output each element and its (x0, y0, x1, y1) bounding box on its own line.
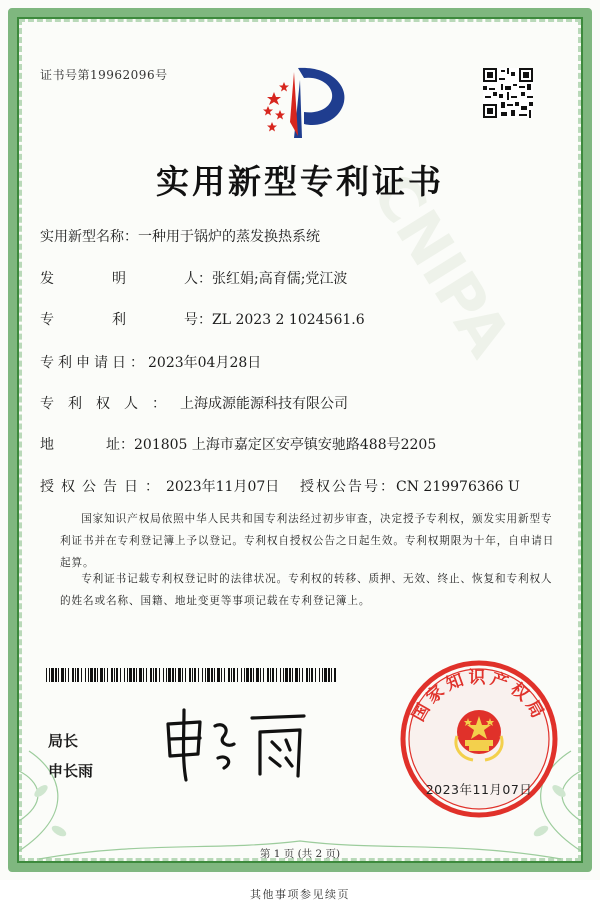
seal-text: 国家知识产权局 (408, 668, 550, 725)
field-value: 2023年11月07日 (166, 479, 280, 495)
field-value: ZL 2023 2 1024561.6 (212, 312, 365, 328)
field-label: 人： (184, 271, 212, 287)
seal-date: 2023年11月07日 (425, 782, 533, 797)
field-label: 实用新型名称： (40, 229, 138, 245)
barcode-icon (46, 668, 336, 682)
field-patent-number (40, 309, 365, 329)
field-value: 上海成源能源科技有限公司 (180, 396, 348, 412)
footer-note: 其他事项参见续页 (250, 888, 350, 901)
field-label: 授权公告日： (40, 479, 166, 495)
field-value: 2023年04月28日 (148, 355, 262, 371)
field-application-date (40, 352, 261, 372)
field-value: CN 219976366 U (396, 479, 520, 495)
field-label: 发 (40, 271, 112, 287)
field-label: 地 (40, 437, 54, 453)
cnipa-logo-icon (258, 62, 350, 142)
field-label: 专利权人： (40, 396, 180, 412)
field-value: 201805 上海市嘉定区安亭镇安驰路488号2205 (134, 437, 437, 453)
field-address (40, 434, 436, 454)
certificate-number: 证书号第19962096号 (40, 68, 168, 82)
field-label: 专 (40, 312, 112, 328)
field-utility-model-name (40, 226, 320, 246)
field-label: 号： (184, 312, 212, 328)
qr-code-icon[interactable] (483, 68, 533, 118)
field-label: 授权公告号： (300, 479, 396, 495)
legal-paragraph-1: 国家知识产权局依照中华人民共和国专利法经过初步审查，决定授予专利权，颁发实用新型专利证书并在专利登记簿上予以登记。专利权自授权公告之日起生效。专利权期限为十年，自申请日起算。 (60, 513, 555, 569)
field-label: 址： (106, 437, 134, 453)
field-label: 专利申请日： (40, 355, 148, 371)
field-patentee (40, 393, 348, 413)
signatory-title: 局长 (48, 732, 79, 750)
handwritten-signature (160, 704, 310, 784)
field-label: 明 (112, 271, 184, 287)
field-grant-number (300, 476, 520, 496)
field-inventors (40, 268, 347, 288)
field-value: 张红娟;高育儒;党江波 (212, 271, 348, 287)
field-grant-date (40, 476, 279, 496)
legal-paragraph-2: 专利证书记载专利权登记时的法律状况。专利权的转移、质押、无效、终止、恢复和专利权人的姓名或名称、国籍、地址变更等事项记载在专利登记簿上。 (60, 573, 553, 607)
field-label: 利 (112, 312, 184, 328)
signatory-name: 申长雨 (48, 762, 94, 780)
page-number: 第 1 页 (共 2 页) (259, 848, 341, 860)
watermark: CNIPA (357, 161, 524, 369)
field-value: 一种用于锅炉的蒸发换热系统 (138, 229, 320, 245)
certificate-title: 实用新型专利证书 (156, 162, 444, 201)
